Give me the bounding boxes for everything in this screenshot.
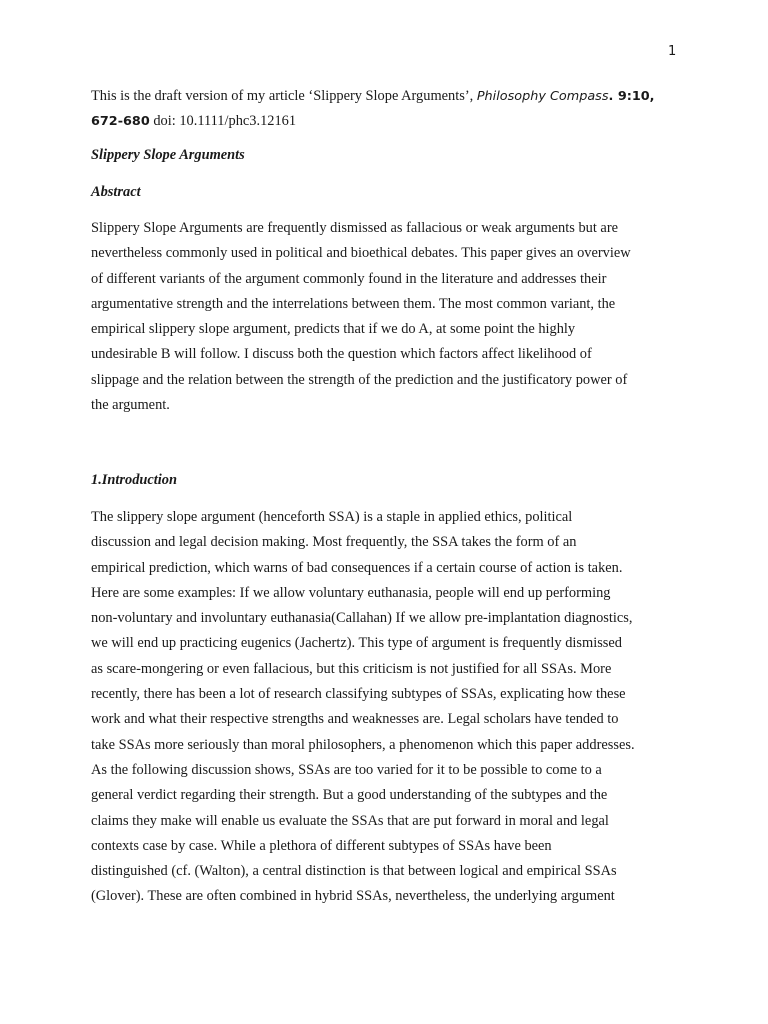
abstract-line: nevertheless commonly used in political and bioethical debates. This paper gives an overview <box>91 245 631 262</box>
intro-line: recently, there has been a lot of research classifying subtypes of SSAs, explicating how these <box>91 686 626 703</box>
intro-line: non-voluntary and involuntary euthanasia(Callahan) If we allow pre-implantation diagnostics, <box>91 610 633 627</box>
intro-line: Here are some examples: If we allow voluntary euthanasia, people will end up performing <box>91 584 611 601</box>
intro-line: empirical prediction, which warns of bad consequences if a certain course of action is taken. <box>91 559 623 576</box>
article-title: Slippery Slope Arguments <box>91 147 245 163</box>
doi: doi: 10.1111/phc3.12161 <box>149 113 297 130</box>
journal-volume: . 9:10, <box>608 89 655 104</box>
draft-note-prefix: This is the draft version of my article ‘Slippery Slope Arguments’, <box>91 88 477 104</box>
page-number: 1 <box>668 44 677 59</box>
abstract-line: slippage and the relation between the strength of the prediction and the justificatory power of <box>91 371 628 388</box>
intro-line: As the following discussion shows, SSAs are too varied for it to be possible to come to a <box>91 761 602 778</box>
intro-line: claims they make will enable us evaluate the SSAs that are put forward in moral and legal <box>91 812 609 829</box>
intro-line: distinguished (cf. (Walton), a central distinction is that between logical and empirical SSAs <box>91 863 617 880</box>
intro-line: The slippery slope argument (henceforth SSA) is a staple in applied ethics, political <box>91 509 573 525</box>
intro-line: (Glover). These are often combined in hybrid SSAs, nevertheless, the underlying argument <box>91 888 615 905</box>
abstract-line: Slippery Slope Arguments are frequently dismissed as fallacious or weak arguments but are <box>91 220 618 236</box>
intro-line: discussion and legal decision making. Most frequently, the SSA takes the form of an <box>91 534 577 551</box>
journal-name: Philosophy Compass <box>476 89 609 104</box>
introduction-heading: 1.Introduction <box>91 472 177 488</box>
abstract-heading: Abstract <box>91 184 141 200</box>
intro-line: as scare-mongering or even fallacious, but this criticism is not justified for all SSAs. More <box>91 660 612 677</box>
journal-pages: 672-680 <box>91 114 150 130</box>
abstract-line: argumentative strength and the interrelations between them. The most common variant, the <box>91 295 616 312</box>
draft-note-line-1 <box>91 84 711 109</box>
draft-note-line-2 <box>91 109 711 134</box>
abstract-line: undesirable B will follow. I discuss both the question which factors affect likelihood of <box>91 346 592 363</box>
abstract-paragraph <box>91 216 711 418</box>
abstract-line: of different variants of the argument commonly found in the literature and addresses their <box>91 270 607 287</box>
intro-line: we will end up practicing eugenics (Jachertz). This type of argument is frequently dismissed <box>91 635 622 652</box>
abstract-line: empirical slippery slope argument, predicts that if we do A, at some point the highly <box>91 321 576 338</box>
intro-line: general verdict regarding their strength. But a good understanding of the subtypes and the <box>91 787 608 804</box>
intro-line: take SSAs more seriously than moral philosophers, a phenomenon which this paper addresses. <box>91 736 635 753</box>
draft-note <box>91 84 711 135</box>
introduction-paragraph <box>91 505 711 910</box>
abstract-line: the argument. <box>91 397 170 414</box>
intro-line: contexts case by case. While a plethora of different subtypes of SSAs have been <box>91 837 552 854</box>
intro-line: work and what their respective strengths and weaknesses are. Legal scholars have tended to <box>91 711 619 728</box>
